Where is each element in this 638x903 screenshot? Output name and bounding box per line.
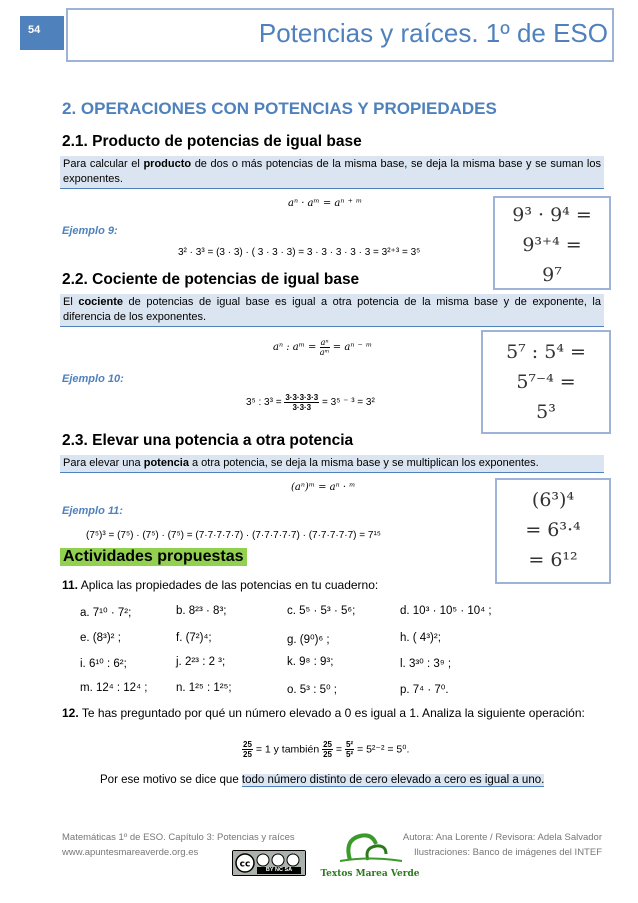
- fraction-numerator: 3·3·3·3·3: [285, 393, 319, 402]
- exercise-item: i. 6¹⁰ : 6²;: [80, 658, 127, 670]
- example-right: = 3⁵ ⁻ ³ = 3²: [322, 397, 375, 409]
- cc-license-icon: [232, 850, 306, 876]
- fraction-numerator: aⁿ: [320, 338, 329, 347]
- question-text: Te has preguntado por qué un número elevado a 0 es igual a 1. Analiza la siguiente operación:: [81, 706, 585, 720]
- footer-right: [403, 830, 602, 860]
- fraction-denominator: 5²: [345, 750, 354, 759]
- exercise-item: n. 1²⁵ : 1²⁵;: [176, 682, 232, 694]
- fraction-numerator: 25: [323, 740, 332, 749]
- box-line: 9³⁺⁴ =: [522, 234, 582, 256]
- exercise-item: l. 3³⁰ : 3⁹ ;: [400, 658, 452, 670]
- fraction-numerator: 25: [243, 740, 252, 749]
- exercise-item: m. 12⁴ : 12⁴ ;: [80, 682, 148, 694]
- fraction-denominator: aᵐ: [319, 348, 330, 357]
- svg-text:cc: cc: [239, 859, 251, 870]
- exercise-item: k. 9⁸ : 9³;: [287, 656, 334, 668]
- exercise-item: d. 10³ · 10⁵ · 10⁴ ;: [400, 605, 492, 617]
- box-line: = 6³·⁴: [525, 519, 581, 541]
- rule-keyword: potencia: [143, 457, 189, 469]
- box-line: 9⁷: [542, 264, 562, 286]
- fraction-numerator: 5²: [345, 740, 354, 749]
- example-9-label: Ejemplo 9:: [62, 225, 118, 237]
- example-box-9: [493, 196, 611, 290]
- rule-keyword: producto: [143, 158, 192, 170]
- subsection-title-2-2: 2.2. Cociente de potencias de igual base: [62, 271, 360, 288]
- question-12: [62, 705, 602, 721]
- exercise-item: o. 5³ : 5⁰ ;: [287, 684, 337, 696]
- rule-text: Para elevar una: [63, 457, 144, 469]
- operation-text: = 1 y también: [255, 743, 320, 756]
- exercise-item: e. (8³)² ;: [80, 632, 121, 644]
- footer-illustrations: Ilustraciones: Banco de imágenes del INTEF: [414, 847, 602, 858]
- conclusion-highlight: todo número distinto de cero elevado a cero es igual a uno.: [241, 774, 545, 786]
- subsection-title-2-1: 2.1. Producto de potencias de igual base: [62, 133, 362, 150]
- fraction-denominator: 25: [243, 750, 252, 759]
- page-title: Potencias y raíces. 1º de ESO: [258, 18, 608, 48]
- question-text: Aplica las propiedades de las potencias en tu cuaderno:: [80, 578, 379, 592]
- formula-fraction: [320, 338, 330, 357]
- exercise-item: a. 7¹⁰ · 7²;: [80, 607, 132, 619]
- box-line: = 6¹²: [528, 549, 578, 571]
- rule-box-2-1: [60, 156, 604, 189]
- page-number: 54: [20, 16, 64, 50]
- example-10-label: Ejemplo 10:: [62, 373, 124, 385]
- exercise-item: j. 2²³ : 2 ³;: [176, 656, 226, 668]
- rule-text: El: [63, 296, 79, 308]
- footer-authors: Autora: Ana Lorente / Revisora: Adela Salvador: [402, 832, 602, 843]
- marea-verde-logo: [320, 830, 420, 878]
- activities-heading: Actividades propuestas: [60, 548, 247, 566]
- q12-operation: [242, 740, 409, 759]
- fraction-denominator: 25: [323, 750, 332, 759]
- box-line: 5⁷ : 5⁴ =: [506, 341, 586, 363]
- question-number: 12.: [62, 706, 79, 720]
- box-line: 5³: [536, 401, 556, 423]
- operation-text: = 5²⁻² = 5⁰.: [357, 743, 410, 756]
- fraction: [345, 740, 354, 759]
- footer-chapter: Matemáticas 1º de ESO. Capítulo 3: Potencias y raíces: [62, 832, 295, 843]
- rule-text: de potencias de igual base es igual a otra potencia de la misma base y de exponente, la diferencia de los exponentes.: [63, 296, 601, 323]
- fraction-denominator: 3·3·3: [292, 403, 312, 412]
- example-box-11: [495, 478, 611, 584]
- formula-left: aⁿ : aᵐ =: [273, 342, 317, 353]
- example-10: [246, 393, 375, 412]
- formula-power-of-power: (aⁿ)ᵐ = aⁿ · ᵐ: [291, 482, 356, 493]
- cc-license-text: BY NC SA: [265, 867, 293, 873]
- exercise-item: f. (7²)⁴;: [176, 632, 212, 644]
- footer-website-link[interactable]: www.apuntesmareaverde.org.es: [62, 847, 199, 858]
- example-box-10: [481, 330, 611, 434]
- question-number: 11.: [62, 578, 79, 592]
- fraction: [242, 740, 253, 759]
- fraction: [322, 740, 333, 759]
- operation-text: =: [335, 743, 343, 756]
- exercise-item: b. 8²³ · 8³;: [176, 605, 227, 617]
- rule-box-2-3: [60, 455, 604, 473]
- box-line: 9³ · 9⁴ =: [512, 204, 592, 226]
- formula-product: aⁿ · aᵐ = aⁿ ⁺ ᵐ: [288, 198, 363, 209]
- exercise-item: h. ( 4³)²;: [400, 632, 441, 644]
- example-11: (7⁵)³ = (7⁵) · (7⁵) · (7⁵) = (7·7·7·7·7) · (7·7·7·7·7) · (7·7·7·7·7) = 7¹⁵: [86, 530, 381, 541]
- rule-box-2-2: [60, 294, 604, 327]
- rule-keyword: cociente: [78, 296, 123, 308]
- rule-text: de dos o más potencias de la misma base, se deja la misma base y se suman los exponentes.: [63, 158, 601, 185]
- example-11-label: Ejemplo 11:: [62, 505, 123, 517]
- question-11: [62, 578, 378, 592]
- exercise-item: g. (9⁰)⁶ ;: [287, 634, 330, 646]
- example-left: 3⁵ : 3³ =: [246, 397, 282, 409]
- marea-verde-logo-icon: [320, 830, 420, 864]
- box-line: (6³)⁴: [531, 489, 575, 511]
- rule-text: a otra potencia, se deja la misma base y se multiplican los exponentes.: [188, 457, 539, 469]
- exercise-item: c. 5⁵ · 5³ · 5⁶;: [287, 605, 356, 617]
- exercise-item: p. 7⁴ · 7⁰.: [400, 684, 449, 696]
- subsection-title-2-3: 2.3. Elevar una potencia a otra potencia: [62, 432, 354, 449]
- section-title: 2. OPERACIONES CON POTENCIAS Y PROPIEDADES: [62, 99, 497, 118]
- example-fraction: [284, 393, 319, 412]
- conclusion: [100, 774, 544, 786]
- example-9: 3² · 3³ = (3 · 3) · ( 3 · 3 · 3) = 3 · 3 · 3 · 3 · 3 = 3²⁺³ = 3⁵: [178, 247, 421, 258]
- rule-text: Para calcular el: [63, 158, 144, 170]
- conclusion-text: Por ese motivo se dice que: [100, 774, 242, 786]
- formula-right: = aⁿ ⁻ ᵐ: [332, 342, 373, 353]
- formula-quotient: [273, 338, 372, 357]
- logo-text: Textos Marea Verde: [320, 869, 420, 879]
- box-line: 5⁷⁻⁴ =: [516, 371, 576, 393]
